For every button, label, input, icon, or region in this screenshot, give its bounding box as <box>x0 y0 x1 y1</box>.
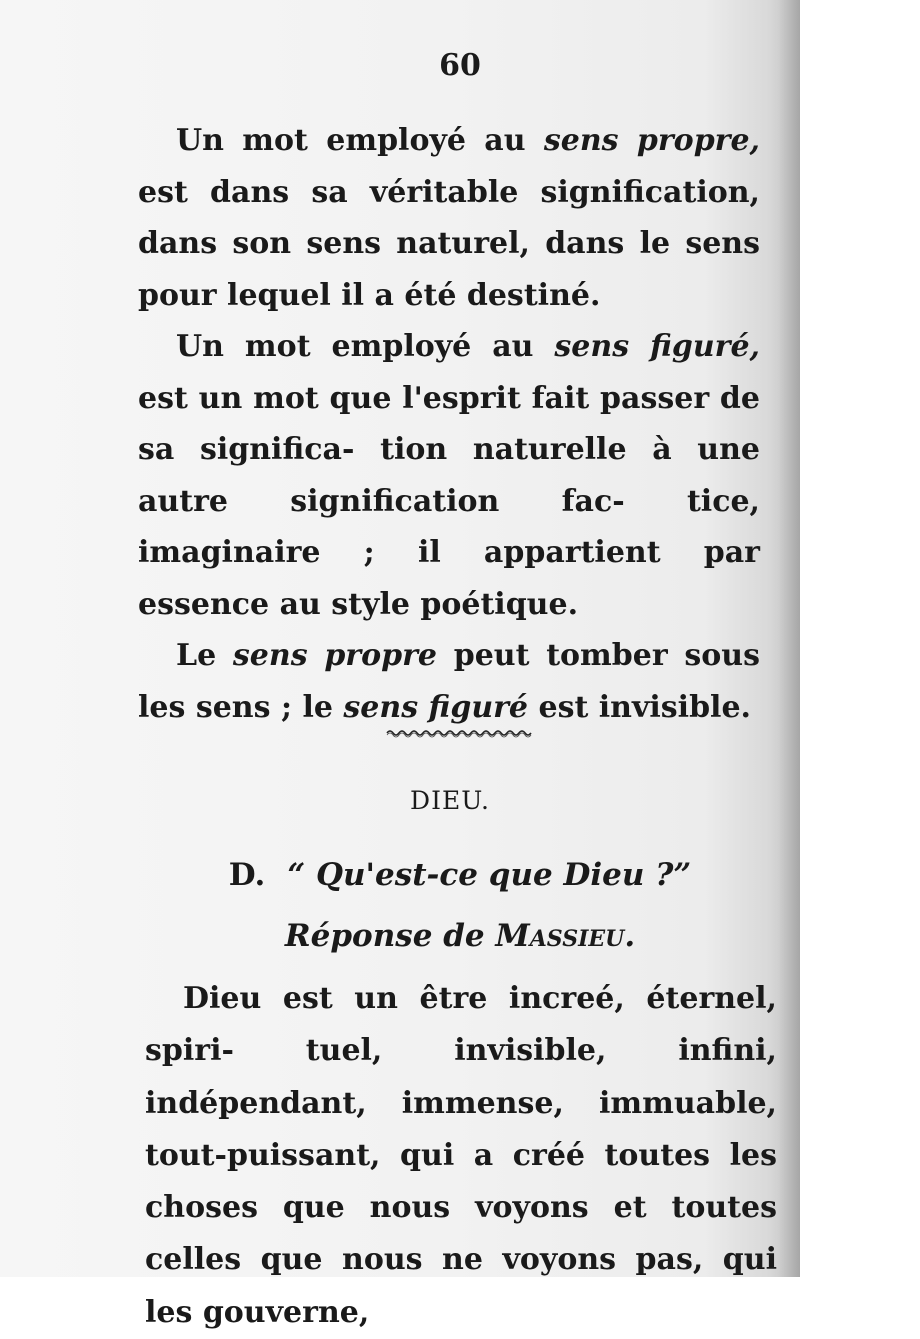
answer-heading <box>0 918 920 954</box>
italic-term: sens figuré <box>343 689 529 725</box>
paragraph-answer: Dieu est un être increé, éternel, spiri- tuel, invisible, infini, indépendant, immense, immuable, tout-puissant, qui a créé toutes les choses que nous voyons et toutes celles que nous ne voyons pas, qui les gouverne, <box>145 981 777 1330</box>
paragraph-comparison: Le sens propre peut tomber sous les sens ; le sens figuré est invisible. <box>138 638 760 725</box>
question-line <box>0 857 920 893</box>
definitions-text <box>138 115 760 733</box>
answer-text <box>145 973 777 1339</box>
ornamental-divider <box>385 728 533 738</box>
page-number: 60 <box>439 48 481 83</box>
section-title: DIEU. <box>410 786 490 815</box>
paragraph-sens-propre: Un mot employé au sens propre, est dans sa véritable signification, dans son sens naturel, dans le sens pour lequel il a été destiné. <box>138 123 761 313</box>
italic-term: sens propre <box>232 638 437 673</box>
question-text: “ Qu'est-ce que Dieu ?” <box>287 857 692 893</box>
answer-author-name: Massieu. <box>495 918 636 954</box>
paragraph-sens-figure: Un mot employé au sens figuré, est un mot que l'esprit fait passer de sa significa- tion naturelle à une autre signification fac- tice, imaginaire ; il appartient par essence au style poétique. <box>138 329 761 622</box>
question-label: D. <box>228 857 266 893</box>
answer-heading-prefix: Réponse de <box>284 918 496 954</box>
italic-term: sens propre, <box>543 123 761 158</box>
italic-term: sens figuré, <box>554 329 760 364</box>
